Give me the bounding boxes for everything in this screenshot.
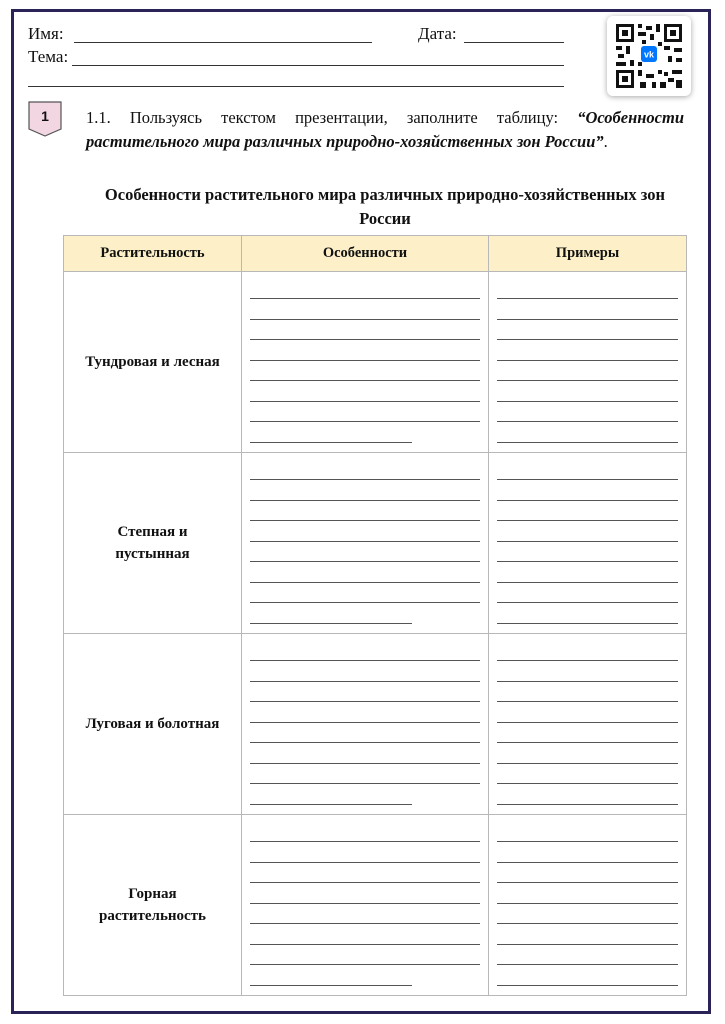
answer-line[interactable] — [250, 319, 480, 320]
answer-line[interactable] — [497, 319, 678, 320]
answer-line[interactable] — [497, 520, 678, 521]
examples-answer-cell[interactable] — [489, 815, 687, 996]
answer-line[interactable] — [497, 985, 678, 986]
answer-line[interactable] — [497, 360, 678, 361]
answer-line[interactable] — [250, 763, 480, 764]
answer-line[interactable] — [250, 561, 480, 562]
answer-line[interactable] — [497, 298, 678, 299]
row-label: Горная растительность — [64, 815, 242, 996]
answer-line[interactable] — [497, 701, 678, 702]
answer-line[interactable] — [250, 742, 480, 743]
features-answer-cell[interactable] — [242, 453, 489, 634]
answer-line[interactable] — [250, 541, 480, 542]
answer-line[interactable] — [250, 421, 480, 422]
answer-line[interactable] — [497, 660, 678, 661]
answer-line[interactable] — [250, 681, 480, 682]
answer-line[interactable] — [250, 862, 480, 863]
answer-line[interactable] — [497, 903, 678, 904]
answer-line[interactable] — [497, 722, 678, 723]
vegetation-table — [63, 235, 687, 996]
answer-line[interactable] — [497, 742, 678, 743]
answer-line[interactable] — [497, 582, 678, 583]
answer-line[interactable] — [250, 360, 480, 361]
answer-line[interactable] — [250, 380, 480, 381]
topic-label: Тема: — [28, 47, 69, 66]
features-answer-cell[interactable] — [242, 634, 489, 815]
answer-line[interactable] — [497, 862, 678, 863]
features-answer-cell[interactable] — [242, 272, 489, 453]
answer-line[interactable] — [250, 401, 480, 402]
task-instruction: 1.1. Пользуясь текстом презентации, заполните таблицу: “Особенности растительного мира различных природно-хозяйственных зон России”. — [86, 108, 684, 151]
answer-line[interactable] — [497, 804, 678, 805]
answer-line[interactable] — [250, 903, 480, 904]
date-field[interactable] — [464, 42, 564, 43]
answer-line[interactable] — [250, 582, 480, 583]
answer-line[interactable] — [250, 623, 412, 624]
answer-line[interactable] — [250, 882, 480, 883]
answer-line[interactable] — [497, 500, 678, 501]
table-row — [64, 453, 687, 634]
answer-line[interactable] — [497, 421, 678, 422]
examples-answer-cell[interactable] — [489, 272, 687, 453]
name-field[interactable] — [74, 42, 372, 43]
name-label: Имя: — [28, 24, 64, 43]
answer-line[interactable] — [250, 985, 412, 986]
answer-line[interactable] — [250, 944, 480, 945]
column-header-vegetation: Растительность — [64, 236, 242, 272]
answer-line[interactable] — [497, 442, 678, 443]
task-emphasis: “Особенности растительного мира различных природно-хозяйственных зон России” — [86, 108, 684, 151]
answer-line[interactable] — [497, 401, 678, 402]
answer-line[interactable] — [250, 841, 480, 842]
answer-line[interactable] — [497, 479, 678, 480]
answer-line[interactable] — [497, 763, 678, 764]
vk-logo-icon — [641, 46, 657, 62]
task-number-badge — [28, 101, 62, 135]
answer-line[interactable] — [497, 964, 678, 965]
answer-line[interactable] — [497, 882, 678, 883]
answer-line[interactable] — [250, 701, 480, 702]
table-row — [64, 272, 687, 453]
topic-field-second-line[interactable] — [28, 86, 564, 87]
answer-line[interactable] — [250, 722, 480, 723]
answer-line[interactable] — [497, 380, 678, 381]
features-answer-cell[interactable] — [242, 815, 489, 996]
column-header-examples: Примеры — [489, 236, 687, 272]
answer-line[interactable] — [497, 339, 678, 340]
task-number: 1 — [41, 108, 49, 124]
answer-line[interactable] — [497, 541, 678, 542]
answer-line[interactable] — [497, 623, 678, 624]
answer-line[interactable] — [250, 660, 480, 661]
answer-line[interactable] — [250, 339, 480, 340]
answer-line[interactable] — [497, 602, 678, 603]
answer-line[interactable] — [497, 944, 678, 945]
answer-line[interactable] — [497, 783, 678, 784]
answer-line[interactable] — [250, 479, 480, 480]
examples-answer-cell[interactable] — [489, 453, 687, 634]
table-row — [64, 634, 687, 815]
examples-answer-cell[interactable] — [489, 634, 687, 815]
answer-line[interactable] — [250, 500, 480, 501]
topic-field[interactable] — [72, 65, 564, 66]
answer-line[interactable] — [250, 442, 412, 443]
column-header-features: Особенности — [242, 236, 489, 272]
answer-line[interactable] — [497, 681, 678, 682]
row-label: Степная и пустынная — [64, 453, 242, 634]
table-title: Особенности растительного мира различных природно-хозяйственных зон России — [104, 185, 666, 228]
answer-line[interactable] — [497, 561, 678, 562]
answer-line[interactable] — [250, 602, 480, 603]
answer-line[interactable] — [250, 520, 480, 521]
answer-line[interactable] — [250, 783, 480, 784]
svg-text:vk: vk — [643, 49, 655, 60]
row-label: Луговая и болотная — [64, 634, 242, 815]
table-row — [64, 815, 687, 996]
qr-code-icon — [616, 24, 682, 88]
qr-code[interactable] — [607, 16, 691, 96]
answer-line[interactable] — [250, 298, 480, 299]
row-label: Тундровая и лесная — [64, 272, 242, 453]
date-label: Дата: — [418, 24, 457, 43]
answer-line[interactable] — [250, 964, 480, 965]
answer-line[interactable] — [250, 804, 412, 805]
answer-line[interactable] — [497, 841, 678, 842]
answer-line[interactable] — [250, 923, 480, 924]
answer-line[interactable] — [497, 923, 678, 924]
